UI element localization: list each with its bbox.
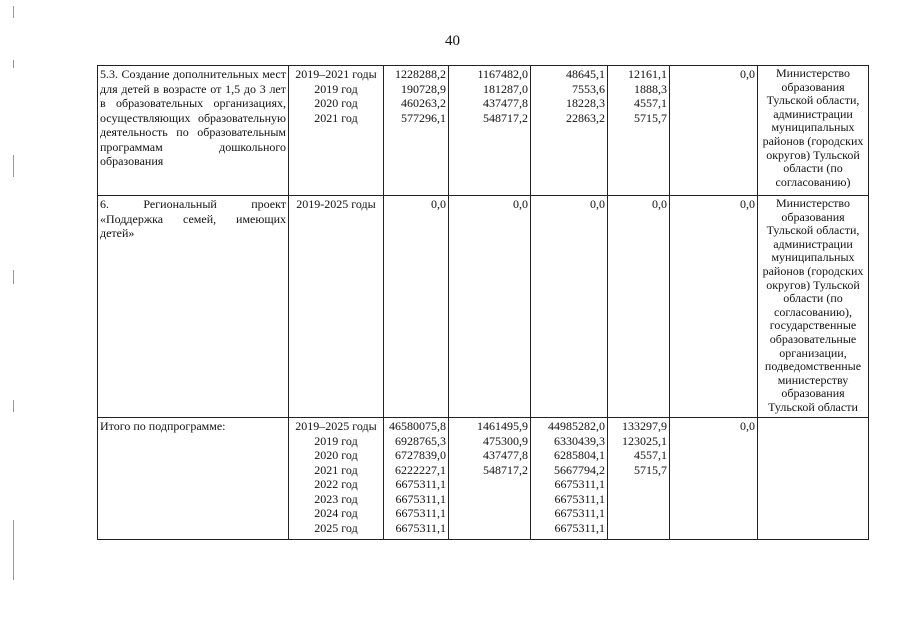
program-table <box>97 65 869 540</box>
other-amount: 0,0 <box>670 418 758 540</box>
regional-amount: 0,0 <box>531 196 608 418</box>
municipal-amount: 12161,1 1888,3 4557,1 5715,7 <box>608 66 670 196</box>
federal-amount: 1167482,0 181287,0 437477,8 548717,2 <box>449 66 531 196</box>
table-row <box>98 418 869 540</box>
table-row <box>98 66 869 196</box>
responsible-executor: Министерство образования Тульской области, администрации муниципальных районов (городских округов) Тульской области (по согласованию) <box>758 66 869 196</box>
row-period: 2019–2025 годы 2019 год 2020 год 2021 год 2022 год 2023 год 2024 год 2025 год <box>289 418 384 540</box>
scan-mark <box>13 520 14 580</box>
total-amount: 0,0 <box>384 196 449 418</box>
total-amount: 1228288,2 190728,9 460263,2 577296,1 <box>384 66 449 196</box>
regional-amount: 48645,1 7553,6 18228,3 22863,2 <box>531 66 608 196</box>
responsible-executor: Министерство образования Тульской области, администрации муниципальных районов (городских округов) Тульской области (по согласованию), государственные образовательные организации, подведомственные министерству образования Тульской области <box>758 196 869 418</box>
other-amount: 0,0 <box>670 196 758 418</box>
page-number: 40 <box>445 33 460 49</box>
row-description: 5.3. Создание дополнительных мест для детей в возрасте от 1,5 до 3 лет в образовательных организациях, осуществляющих образовательную деятельность по образовательным программам дошкольного образования <box>98 66 289 196</box>
scan-mark <box>13 400 14 412</box>
row-description: Итого по подпрограмме: <box>98 418 289 540</box>
municipal-amount: 0,0 <box>608 196 670 418</box>
federal-amount: 1461495,9 475300,9 437477,8 548717,2 <box>449 418 531 540</box>
scan-mark <box>13 6 14 18</box>
responsible-executor <box>758 418 869 540</box>
table-row <box>98 196 869 418</box>
row-description: 6. Региональный проект «Поддержка семей, имеющих детей» <box>98 196 289 418</box>
federal-amount: 0,0 <box>449 196 531 418</box>
scan-mark <box>13 270 14 284</box>
municipal-amount: 133297,9 123025,1 4557,1 5715,7 <box>608 418 670 540</box>
other-amount: 0,0 <box>670 66 758 196</box>
total-amount: 46580075,8 6928765,3 6727839,0 6222227,1 6675311,1 6675311,1 6675311,1 6675311,1 <box>384 418 449 540</box>
row-period: 2019-2025 годы <box>289 196 384 418</box>
scan-mark <box>13 60 14 68</box>
regional-amount: 44985282,0 6330439,3 6285804,1 5667794,2 6675311,1 6675311,1 6675311,1 6675311,1 <box>531 418 608 540</box>
row-period: 2019–2021 годы 2019 год 2020 год 2021 год <box>289 66 384 196</box>
scan-mark <box>13 155 14 177</box>
